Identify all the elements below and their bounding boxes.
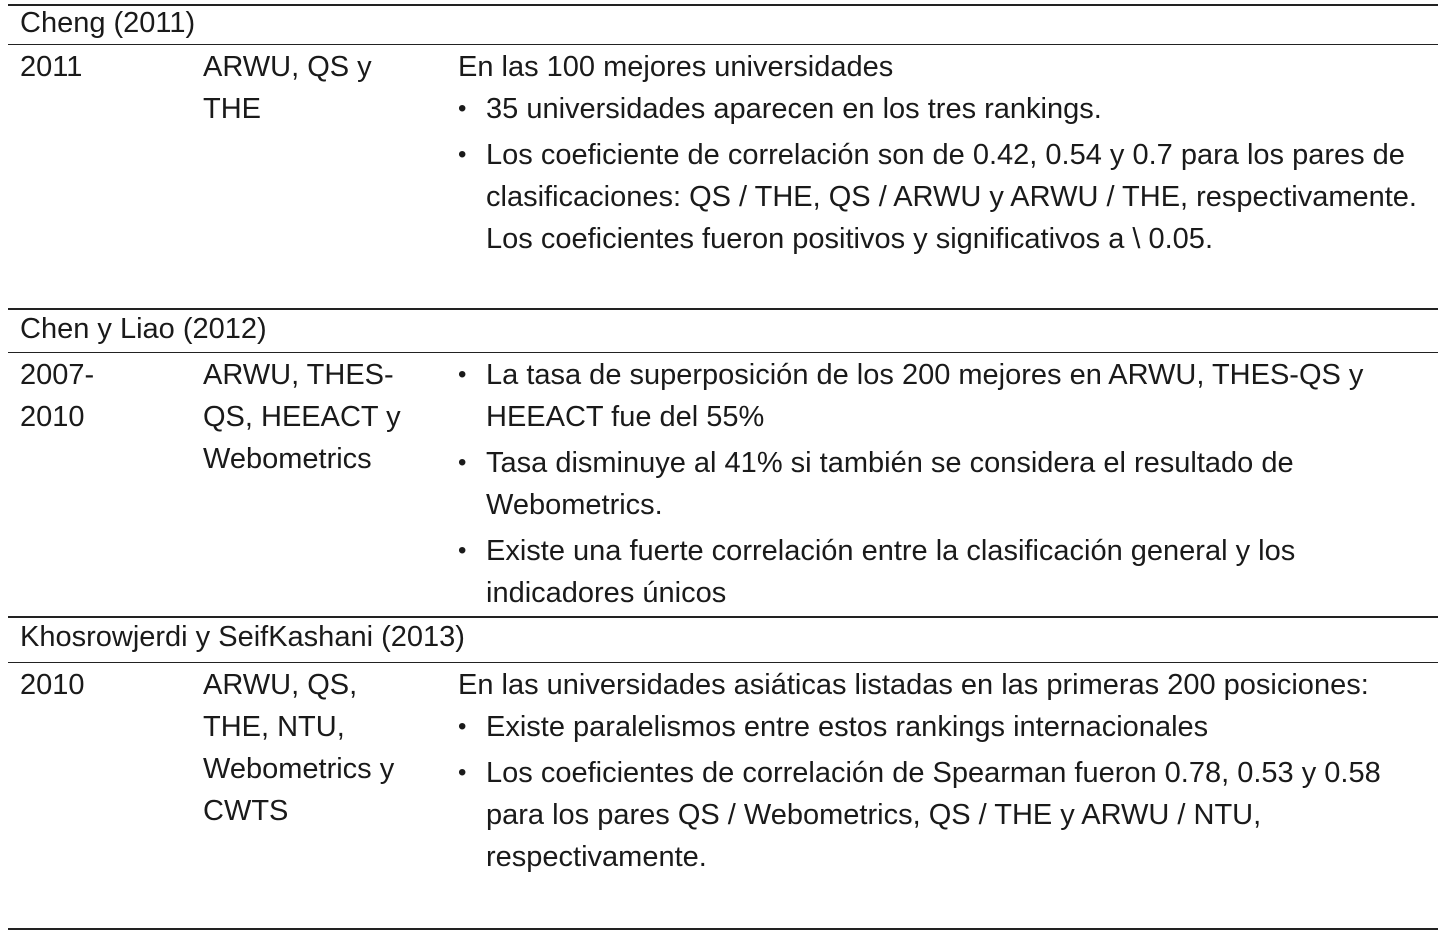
study-title: Cheng (2011) bbox=[20, 7, 196, 39]
study-separator-rule bbox=[8, 616, 1438, 618]
study-separator-rule bbox=[8, 308, 1438, 310]
finding-item: • Existe una fuerte correlación entre la clasificación general y los indicadores únicos bbox=[458, 530, 1438, 614]
table-bottom-rule bbox=[8, 928, 1438, 930]
bullet-icon: • bbox=[458, 449, 467, 476]
bullet-icon: • bbox=[458, 759, 467, 786]
study-findings bbox=[458, 664, 1438, 882]
study-year: 2010 bbox=[20, 669, 85, 701]
findings-list bbox=[458, 88, 1438, 260]
finding-item: • La tasa de superposición de los 200 mejores en ARWU, THES-QS y HEEACT fue del 55% bbox=[458, 354, 1438, 438]
study-title: Khosrowjerdi y SeifKashani (2013) bbox=[20, 621, 465, 653]
study-header-rule bbox=[8, 662, 1438, 663]
bullet-icon: • bbox=[458, 713, 467, 740]
study-findings bbox=[458, 46, 1438, 264]
bullet-icon: • bbox=[458, 361, 467, 388]
bullet-icon: • bbox=[458, 95, 467, 122]
finding-item: • 35 universidades aparecen en los tres rankings. bbox=[458, 88, 1438, 130]
bullet-icon: • bbox=[458, 537, 467, 564]
finding-item: • Existe paralelismos entre estos rankings internacionales bbox=[458, 706, 1438, 748]
study-header-rule bbox=[8, 44, 1438, 45]
finding-item: • Tasa disminuye al 41% si también se considera el resultado de Webometrics. bbox=[458, 442, 1438, 526]
findings-intro: En las 100 mejores universidades bbox=[458, 51, 894, 83]
comparison-table bbox=[8, 0, 1438, 940]
findings-list bbox=[458, 354, 1438, 614]
study-rankings: ARWU, QS y THE bbox=[203, 51, 372, 125]
study-findings bbox=[458, 354, 1438, 618]
study-year: 2007-2010 bbox=[20, 359, 95, 433]
study-rankings: ARWU, THES-QS, HEEACT y Webometrics bbox=[203, 359, 401, 475]
bullet-icon: • bbox=[458, 141, 467, 168]
finding-item: • Los coeficientes de correlación de Spearman fueron 0.78, 0.53 y 0.58 para los pares QS / Webometrics, QS / THE y ARWU / NTU, respectivamente. bbox=[458, 752, 1438, 878]
study-title: Chen y Liao (2012) bbox=[20, 313, 267, 345]
study-header-rule bbox=[8, 352, 1438, 353]
findings-list bbox=[458, 706, 1438, 878]
study-rankings: ARWU, QS, THE, NTU, Webometrics y CWTS bbox=[203, 669, 395, 827]
study-year: 2011 bbox=[20, 51, 83, 83]
finding-item: • Los coeficiente de correlación son de 0.42, 0.54 y 0.7 para los pares de clasificaciones: QS / THE, QS / ARWU y ARWU / THE, respectivamente. Los coeficientes fueron positivos y significativos a \ 0.05. bbox=[458, 134, 1438, 260]
findings-intro: En las universidades asiáticas listadas en las primeras 200 posiciones: bbox=[458, 669, 1369, 701]
table-top-rule bbox=[8, 4, 1438, 6]
